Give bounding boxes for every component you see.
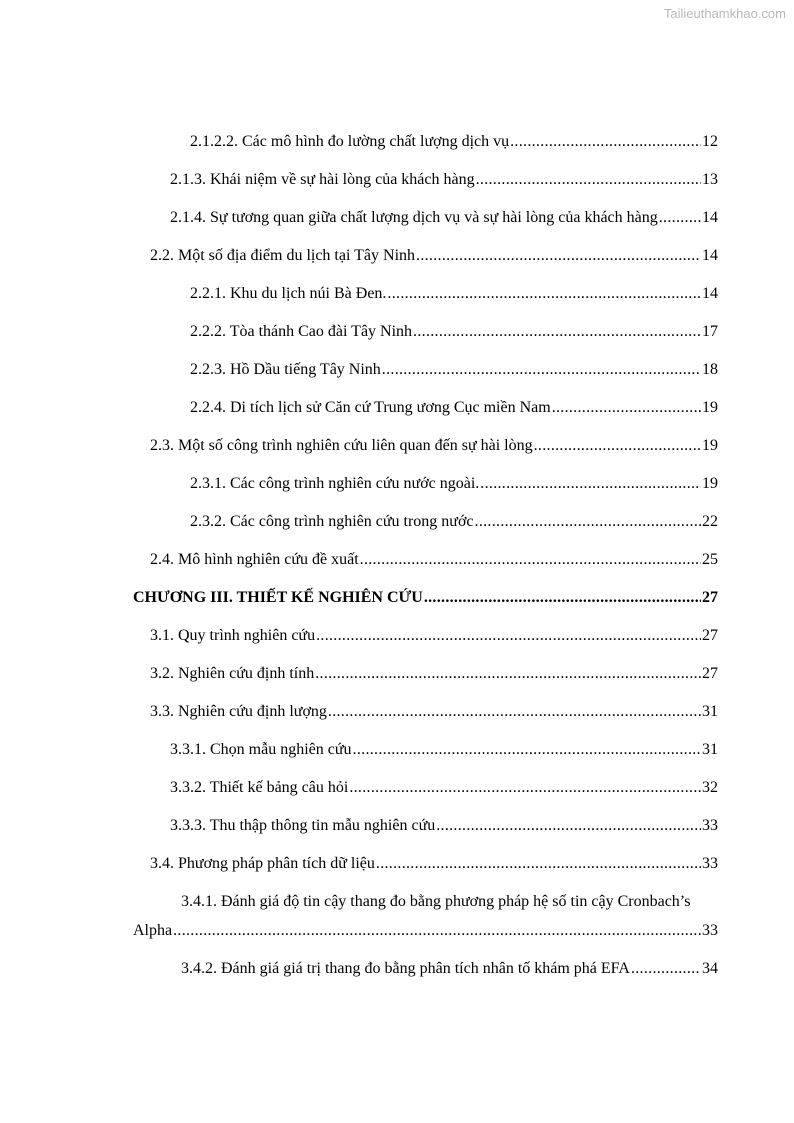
toc-entry[interactable]: [150, 664, 718, 684]
dot-leader: [387, 284, 701, 304]
toc-entry[interactable]: [190, 322, 718, 342]
toc-entry-label: 3.3.1. Chọn mẫu nghiên cứu: [170, 741, 352, 758]
toc-entry[interactable]: [190, 284, 718, 304]
toc-entry-label: 2.1.3. Khái niệm về sự hài lòng của khách hàng: [170, 171, 475, 188]
dot-leader: [353, 740, 701, 760]
dot-leader: [376, 854, 701, 874]
dot-leader: [436, 816, 701, 836]
toc-entry-label: 3.3. Nghiên cứu định lượng: [150, 703, 327, 720]
toc-entry-page: 32: [702, 779, 718, 796]
toc-entry[interactable]: [133, 588, 718, 608]
dot-leader: [382, 360, 701, 380]
dot-leader: [476, 170, 701, 190]
toc-entry-label: 2.2.1. Khu du lịch núi Bà Đen.: [190, 285, 387, 302]
toc-entry-page: 12: [702, 133, 718, 150]
toc-entry-label: 2.3.2. Các công trình nghiên cứu trong nước: [190, 513, 474, 530]
dot-leader: [360, 550, 701, 570]
toc-entry-page: 19: [702, 399, 718, 416]
toc-entry-label: 2.3.1. Các công trình nghiên cứu nước ngoài.: [190, 475, 480, 492]
toc-entry-page: 25: [702, 551, 718, 568]
dot-leader: [315, 664, 701, 684]
toc-entry-label: 2.3. Một số công trình nghiên cứu liên quan đến sự hài lòng: [150, 437, 533, 454]
dot-leader: [659, 208, 701, 228]
toc-entry-page: 33: [702, 855, 718, 872]
toc-entry-label: 3.2. Nghiên cứu định tính: [150, 665, 315, 682]
toc-entry[interactable]: [170, 170, 718, 190]
dot-leader: [424, 588, 701, 608]
toc-entry[interactable]: [150, 626, 718, 646]
dot-leader: [328, 702, 701, 722]
toc-entry[interactable]: [170, 816, 718, 836]
toc-entry-label: 3.3.3. Thu thập thông tin mẫu nghiên cứu: [170, 817, 436, 834]
dot-leader: [416, 246, 701, 266]
toc-entry-label: 2.2.2. Tòa thánh Cao đài Tây Ninh: [190, 323, 413, 340]
toc-entry-page: 31: [702, 703, 718, 720]
toc-entry-label: 2.1.4. Sự tương quan giữa chất lượng dịch vụ và sự hài lòng của khách hàng: [170, 209, 658, 226]
toc-entry[interactable]: [150, 854, 718, 874]
toc-entry[interactable]: [190, 398, 718, 418]
toc-entry-label: 3.3.2. Thiết kế bảng câu hỏi: [170, 779, 349, 796]
toc-entry[interactable]: [150, 436, 718, 456]
dot-leader: [480, 474, 701, 494]
toc-entry-page: 33: [702, 817, 718, 834]
toc-entry-page: 14: [702, 285, 718, 302]
toc-entry[interactable]: [170, 208, 718, 228]
toc-entry-label: CHƯƠNG III. THIẾT KẾ NGHIÊN CỨU: [133, 589, 423, 606]
toc-entry[interactable]: [133, 921, 718, 941]
dot-leader: [534, 436, 701, 456]
toc-entry-page: 31: [702, 741, 718, 758]
toc-entry-label: 2.1.2.2. Các mô hình đo lường chất lượng dịch vụ: [190, 133, 510, 150]
dot-leader: [475, 512, 701, 532]
toc-entry-label: 2.2. Một số địa điểm du lịch tại Tây Ninh: [150, 247, 416, 264]
toc-entry-label: 2.2.4. Di tích lịch sử Căn cứ Trung ương Cục miền Nam: [190, 399, 551, 416]
toc-entry-page: 19: [702, 437, 718, 454]
toc-entry-page: 17: [702, 323, 718, 340]
toc-entry[interactable]: [170, 778, 718, 798]
toc-entry-label: 3.1. Quy trình nghiên cứu: [150, 627, 316, 644]
toc-entry[interactable]: [170, 740, 718, 760]
toc-entry-label: 3.4.2. Đánh giá giá trị thang đo bằng phân tích nhân tố khám phá EFA: [181, 960, 630, 977]
toc-entry[interactable]: [150, 550, 718, 570]
toc-entry-label: 2.2.3. Hồ Dầu tiếng Tây Ninh: [190, 361, 381, 378]
toc-entry-page: 27: [702, 589, 718, 606]
watermark: Tailieuthamkhao.com: [663, 6, 786, 21]
toc-entry[interactable]: [190, 512, 718, 532]
dot-leader: [510, 132, 701, 152]
toc-entry[interactable]: [190, 474, 718, 494]
toc-entry-label: 3.4. Phương pháp phân tích dữ liệu: [150, 855, 375, 872]
toc-entry-page: 19: [702, 475, 718, 492]
dot-leader: [316, 626, 701, 646]
toc-entry-page: 27: [702, 627, 718, 644]
toc-entry-page: 34: [702, 960, 718, 977]
toc-entry-wrapped-line: 3.4.1. Đánh giá độ tin cậy thang đo bằng phương pháp hệ số tin cậy Cronbach’s: [181, 893, 691, 910]
toc-entry[interactable]: [150, 246, 718, 266]
toc-entry-page: 14: [702, 247, 718, 264]
dot-leader: [552, 398, 701, 418]
toc-entry[interactable]: [150, 702, 718, 722]
toc-entry-page: 13: [702, 171, 718, 188]
dot-leader: [349, 778, 701, 798]
dot-leader: [173, 921, 701, 941]
toc-entry[interactable]: [190, 132, 718, 152]
toc-entry[interactable]: [181, 959, 718, 979]
dot-leader: [413, 322, 701, 342]
toc-entry-label: 2.4. Mô hình nghiên cứu đề xuất: [150, 551, 359, 568]
toc-entry-label: Alpha: [133, 922, 173, 939]
toc-entry-page: 18: [702, 361, 718, 378]
toc-entry-page: 14: [702, 209, 718, 226]
toc-entry-page: 22: [702, 513, 718, 530]
toc-entry-page: 27: [702, 665, 718, 682]
toc-entry[interactable]: [190, 360, 718, 380]
toc-entry-page: 33: [702, 922, 718, 939]
dot-leader: [631, 959, 701, 979]
